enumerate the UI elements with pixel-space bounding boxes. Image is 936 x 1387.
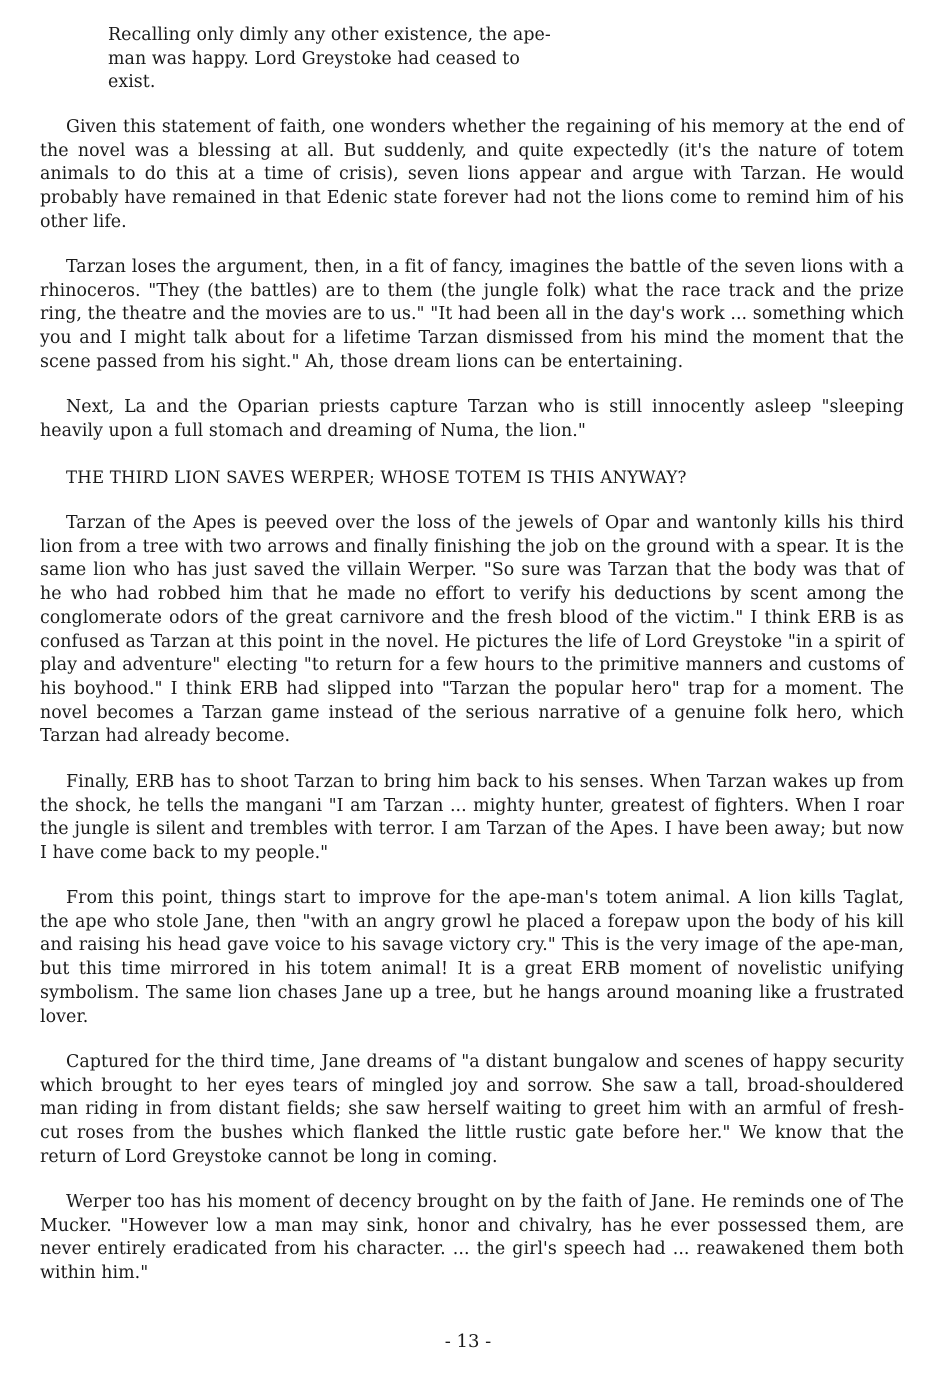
paragraph-3: Next, La and the Oparian priests capture Tarzan who is still innocently asleep "sleeping heavily upon a full stomach and dreaming of Numa, the lion." — [40, 397, 904, 441]
block-quote: Recalling only dimly any other existence, the ape-man was happy. Lord Greystoke had ceased to exist. — [108, 25, 551, 93]
paragraph-8: Werper too has his moment of decency brought on by the faith of Jane. He reminds one of The Mucker. "However low a man may sink, honor and chivalry, has he ever possessed them, are never entirely eradicated from his character. ... the girl's speech had ... reawakened them both within him." — [40, 1192, 904, 1284]
paragraph-5: Finally, ERB has to shoot Tarzan to bring him back to his senses. When Tarzan wakes up from the shock, he tells the mangani "I am Tarzan ... mighty hunter, greatest of fighters. When I roar the jungle is silent and trembles with terror. I am Tarzan of the Apes. I have been away; but now I have come back to my people." — [40, 772, 904, 864]
page-number: - 13 - — [444, 1331, 492, 1352]
paragraph-2: Tarzan loses the argument, then, in a fit of fancy, imagines the battle of the seven lions with a rhinoceros. "They (the battles) are to them (the jungle folk) what the race track and the prize ring, the theatre and the movies are to us." "It had been all in the day's work ... something which you and I might talk about for a lifetime Tarzan dismissed from his mind the moment that the scene passed from his sight." Ah, those dream lions can be entertaining. — [40, 257, 904, 372]
paragraph-1: Given this statement of faith, one wonders whether the regaining of his memory at the end of the novel was a blessing at all. But suddenly, and quite expectedly (it's the nature of totem animals to do this at a time of crisis), seven lions appear and argue with Tarzan. He would probably have remained in that Edenic state forever had not the lions come to remind him of his other life. — [40, 117, 904, 232]
section-heading: THE THIRD LION SAVES WERPER; WHOSE TOTEM IS THIS ANYWAY? — [66, 468, 687, 487]
paragraph-6: From this point, things start to improve for the ape-man's totem animal. A lion kills Taglat, the ape who stole Jane, then "with an angry growl he placed a forepaw upon the body of his kill and raising his head gave voice to his savage victory cry." This is the very image of the ape-man, but this time mirrored in his totem animal! It is a great ERB moment of novelistic unifying symbolism. The same lion chases Jane up a tree, but he hangs around moaning like a frustrated lover. — [40, 888, 904, 1027]
paragraph-4: Tarzan of the Apes is peeved over the loss of the jewels of Opar and wantonly kills his third lion from a tree with two arrows and finally finishing the job on the ground with a spear. It is the same lion who has just saved the villain Werper. "So sure was Tarzan that the body was that of he who had robbed him that he made no effort to verify his deductions by scent among the conglomerate odors of the great carnivore and the fresh blood of the victim." I think ERB is as confused as Tarzan at this point in the novel. He pictures the life of Lord Greystoke "in a spirit of play and adventure" electing "to return for a few hours to the primitive manners and customs of his boyhood." I think ERB had slipped into "Tarzan the popular hero" trap for a moment. The novel becomes a Tarzan game instead of the serious narrative of a genuine folk hero, which Tarzan had already become. — [40, 513, 904, 747]
paragraph-7: Captured for the third time, Jane dreams of "a distant bungalow and scenes of happy security which brought to her eyes tears of mingled joy and sorrow. She saw a tall, broad-shouldered man riding in from distant fields; she saw herself waiting to greet him with an armful of fresh-cut roses from the bushes which flanked the little rustic gate before her." We know that the return of Lord Greystoke cannot be long in coming. — [40, 1052, 904, 1167]
